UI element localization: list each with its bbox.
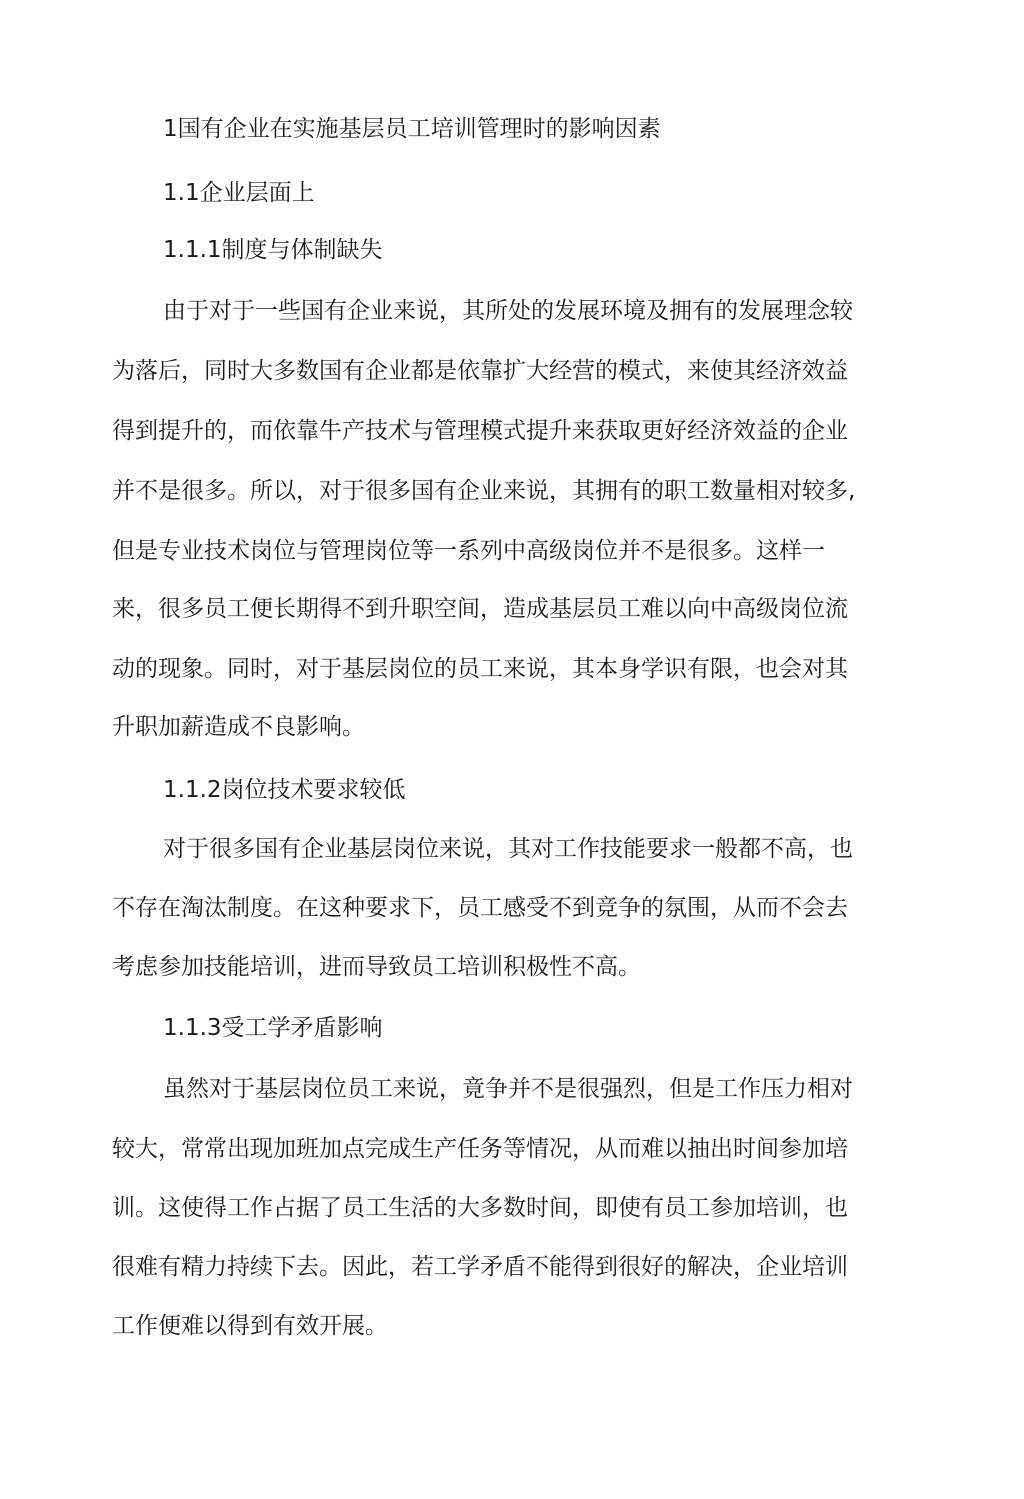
paragraph-line: 来，很多员工便长期得不到升职空间，造成基层员工难以向中高级岗位流 <box>112 596 848 622</box>
section-heading-1-1-1: 1.1.1制度与体制缺失 <box>163 237 383 263</box>
paragraph-line: 考虑参加技能培训，进而导致员工培训积极性不高。 <box>112 954 641 980</box>
paragraph-line: 升职加薪造成不良影响。 <box>112 714 365 740</box>
paragraph-line: 为落后，同时大多数国有企业都是依靠扩大经营的模式，来使其经济效益 <box>112 358 848 384</box>
paragraph-line: 由于对于一些国有企业来说，其所处的发展环境及拥有的发展理念较 <box>163 298 853 324</box>
paragraph-line: 并不是很多。所以，对于很多国有企业来说，其拥有的职工数量相对较多, <box>112 478 856 504</box>
paragraph-line: 不存在淘汰制度。在这种要求下，员工感受不到竞争的氛围，从而不会去 <box>112 895 848 921</box>
paragraph-line: 得到提升的，而依靠牛产技术与管理模式提升来获取更好经济效益的企业 <box>112 418 848 444</box>
paragraph-line: 工作便难以得到有效开展。 <box>112 1313 388 1339</box>
section-heading-1-1-3: 1.1.3受工学矛盾影响 <box>163 1015 383 1041</box>
section-heading-1-1: 1.1企业层面上 <box>163 180 315 206</box>
section-heading-1: 1国有企业在实施基层员工培训管理时的影响因素 <box>163 116 661 142</box>
section-heading-1-1-2: 1.1.2岗位技术要求较低 <box>163 777 406 803</box>
paragraph-line: 虽然对于基层岗位员工来说，竟争并不是很强烈，但是工作压力相对 <box>163 1076 853 1102</box>
paragraph-line: 训。这使得工作占据了员工生活的大多数时间，即使有员工参加培训，也 <box>112 1195 848 1221</box>
paragraph-line: 动的现象。同时，对于基层岗位的员工来说，其本身学识有限，也会对其 <box>112 656 848 682</box>
paragraph-line: 但是专业技术岗位与管理岗位等一系列中高级岗位并不是很多。这样一 <box>112 538 825 564</box>
paragraph-line: 对于很多国有企业基层岗位来说，其对工作技能要求一般都不高，也 <box>163 836 853 862</box>
paragraph-line: 较大，常常出现加班加点完成生产任务等情况，从而难以抽出时间参加培 <box>112 1136 848 1162</box>
paragraph-line: 很难有精力持续下去。因此，若工学矛盾不能得到很好的解决，企业培训 <box>112 1254 848 1280</box>
